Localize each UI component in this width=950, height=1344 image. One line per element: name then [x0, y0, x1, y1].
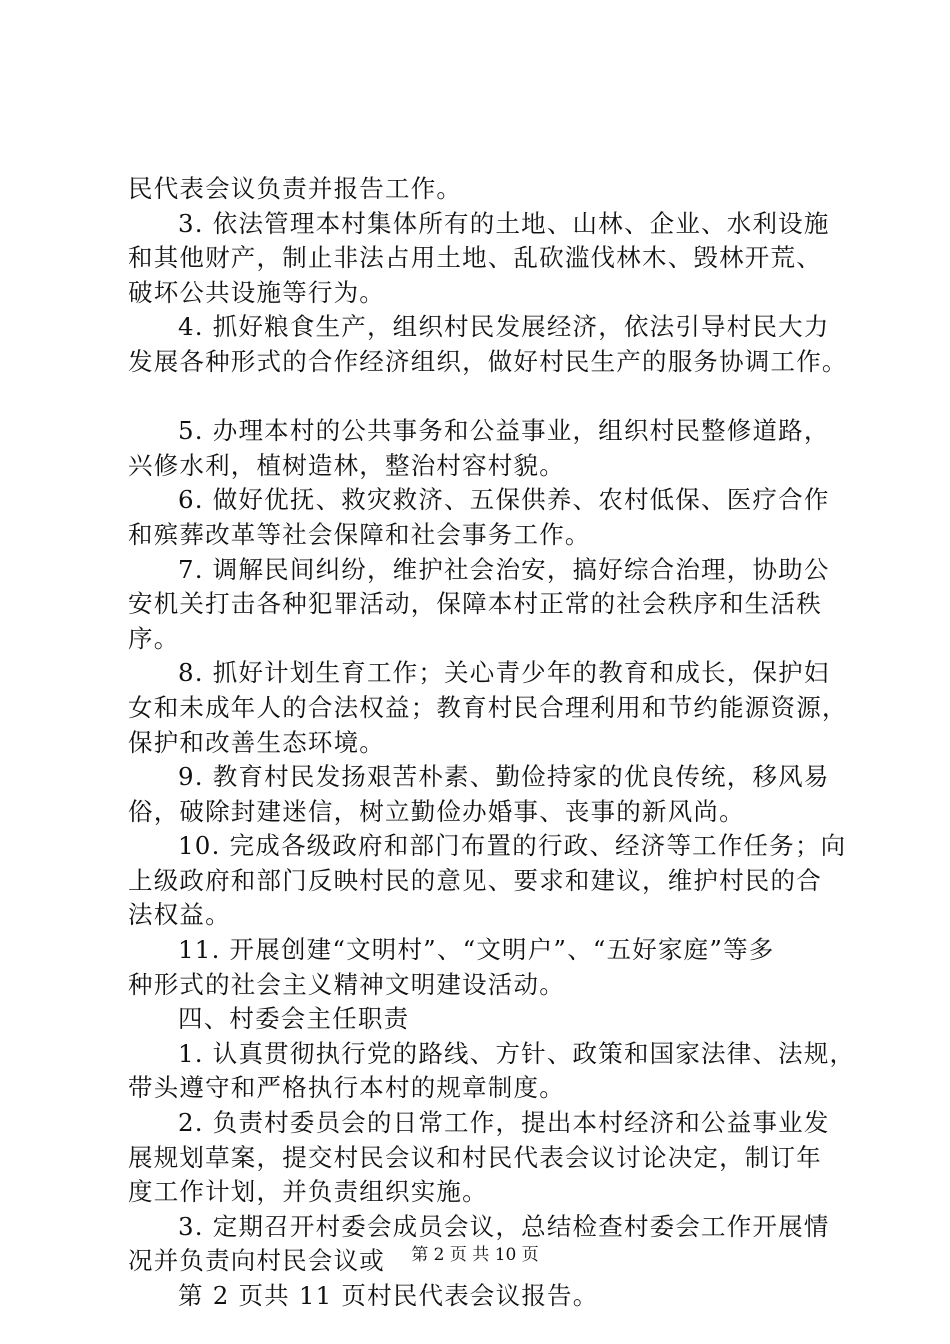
text-line: 4. 抓好粮食生产，组织村民发展经济，依法引导村民大力	[178, 312, 830, 342]
text-line: 带头遵守和严格执行本村的规章制度。	[128, 1073, 565, 1103]
text-line: 3. 定期召开村委会成员会议，总结检查村委会工作开展情	[178, 1211, 830, 1241]
text-line: 况并负责向村民会议或	[128, 1246, 385, 1276]
page-number-footer: 第 2 页 共 10 页	[411, 1245, 539, 1265]
text-line: 第 2 页共 11 页村民代表会议报告。	[178, 1281, 599, 1310]
text-line: 9. 教育村民发扬艰苦朴素、勤俭持家的优良传统，移风易	[178, 762, 830, 792]
text-line: 破坏公共设施等行为。	[128, 277, 385, 307]
text-line: 法权益。	[128, 900, 231, 930]
text-line: 5. 办理本村的公共事务和公益事业，组织村民整修道路，	[178, 416, 830, 446]
text-line: 8. 抓好计划生育工作；关心青少年的教育和成长，保护妇	[178, 658, 830, 688]
text-line: 1. 认真贯彻执行党的路线、方针、政策和国家法律、法规，	[178, 1038, 856, 1068]
text-line: 发展各种形式的合作经济组织，做好村民生产的服务协调工作。	[128, 346, 848, 376]
text-line: 俗，破除封建迷信，树立勤俭办婚事、丧事的新风尚。	[128, 796, 745, 826]
text-line: 展规划草案，提交村民会议和村民代表会议讨论决定，制订年	[128, 1142, 822, 1172]
text-line: 上级政府和部门反映村民的意见、要求和建议，维护村民的合	[128, 865, 822, 895]
text-line: 保护和改善生态环境。	[128, 727, 385, 757]
text-line: 10. 完成各级政府和部门布置的行政、经济等工作任务；向	[178, 831, 847, 861]
text-line: 度工作计划，并负责组织实施。	[128, 1177, 488, 1207]
text-line: 和殡葬改革等社会保障和社会事务工作。	[128, 519, 591, 549]
document-body	[128, 172, 856, 1314]
text-line: 11. 开展创建“文明村”、“文明户”、“五好家庭”等多	[178, 935, 775, 965]
text-line: 兴修水利，植树造林，整治村容村貌。	[128, 450, 565, 480]
section-heading: 四、村委会主任职责	[178, 1004, 410, 1034]
text-line: 种形式的社会主义精神文明建设活动。	[128, 969, 565, 999]
text-line: 序。	[128, 623, 180, 653]
text-line: 6. 做好优抚、救灾救济、五保供养、农村低保、医疗合作	[178, 485, 830, 515]
text-line: 女和未成年人的合法权益；教育村民合理利用和节约能源资源，	[128, 692, 848, 722]
text-line: 2. 负责村委员会的日常工作，提出本村经济和公益事业发	[178, 1108, 830, 1138]
text-line: 7. 调解民间纠纷，维护社会治安，搞好综合治理，协助公	[178, 554, 830, 584]
text-line: 安机关打击各种犯罪活动，保障本村正常的社会秩序和生活秩	[128, 589, 822, 619]
blank-line	[128, 380, 840, 415]
text-line: 和其他财产，制止非法占用土地、乱砍滥伐林木、毁林开荒、	[128, 243, 822, 273]
text-line: 民代表会议负责并报告工作。	[128, 174, 463, 203]
text-line: 3. 依法管理本村集体所有的土地、山林、企业、水利设施	[178, 208, 830, 238]
